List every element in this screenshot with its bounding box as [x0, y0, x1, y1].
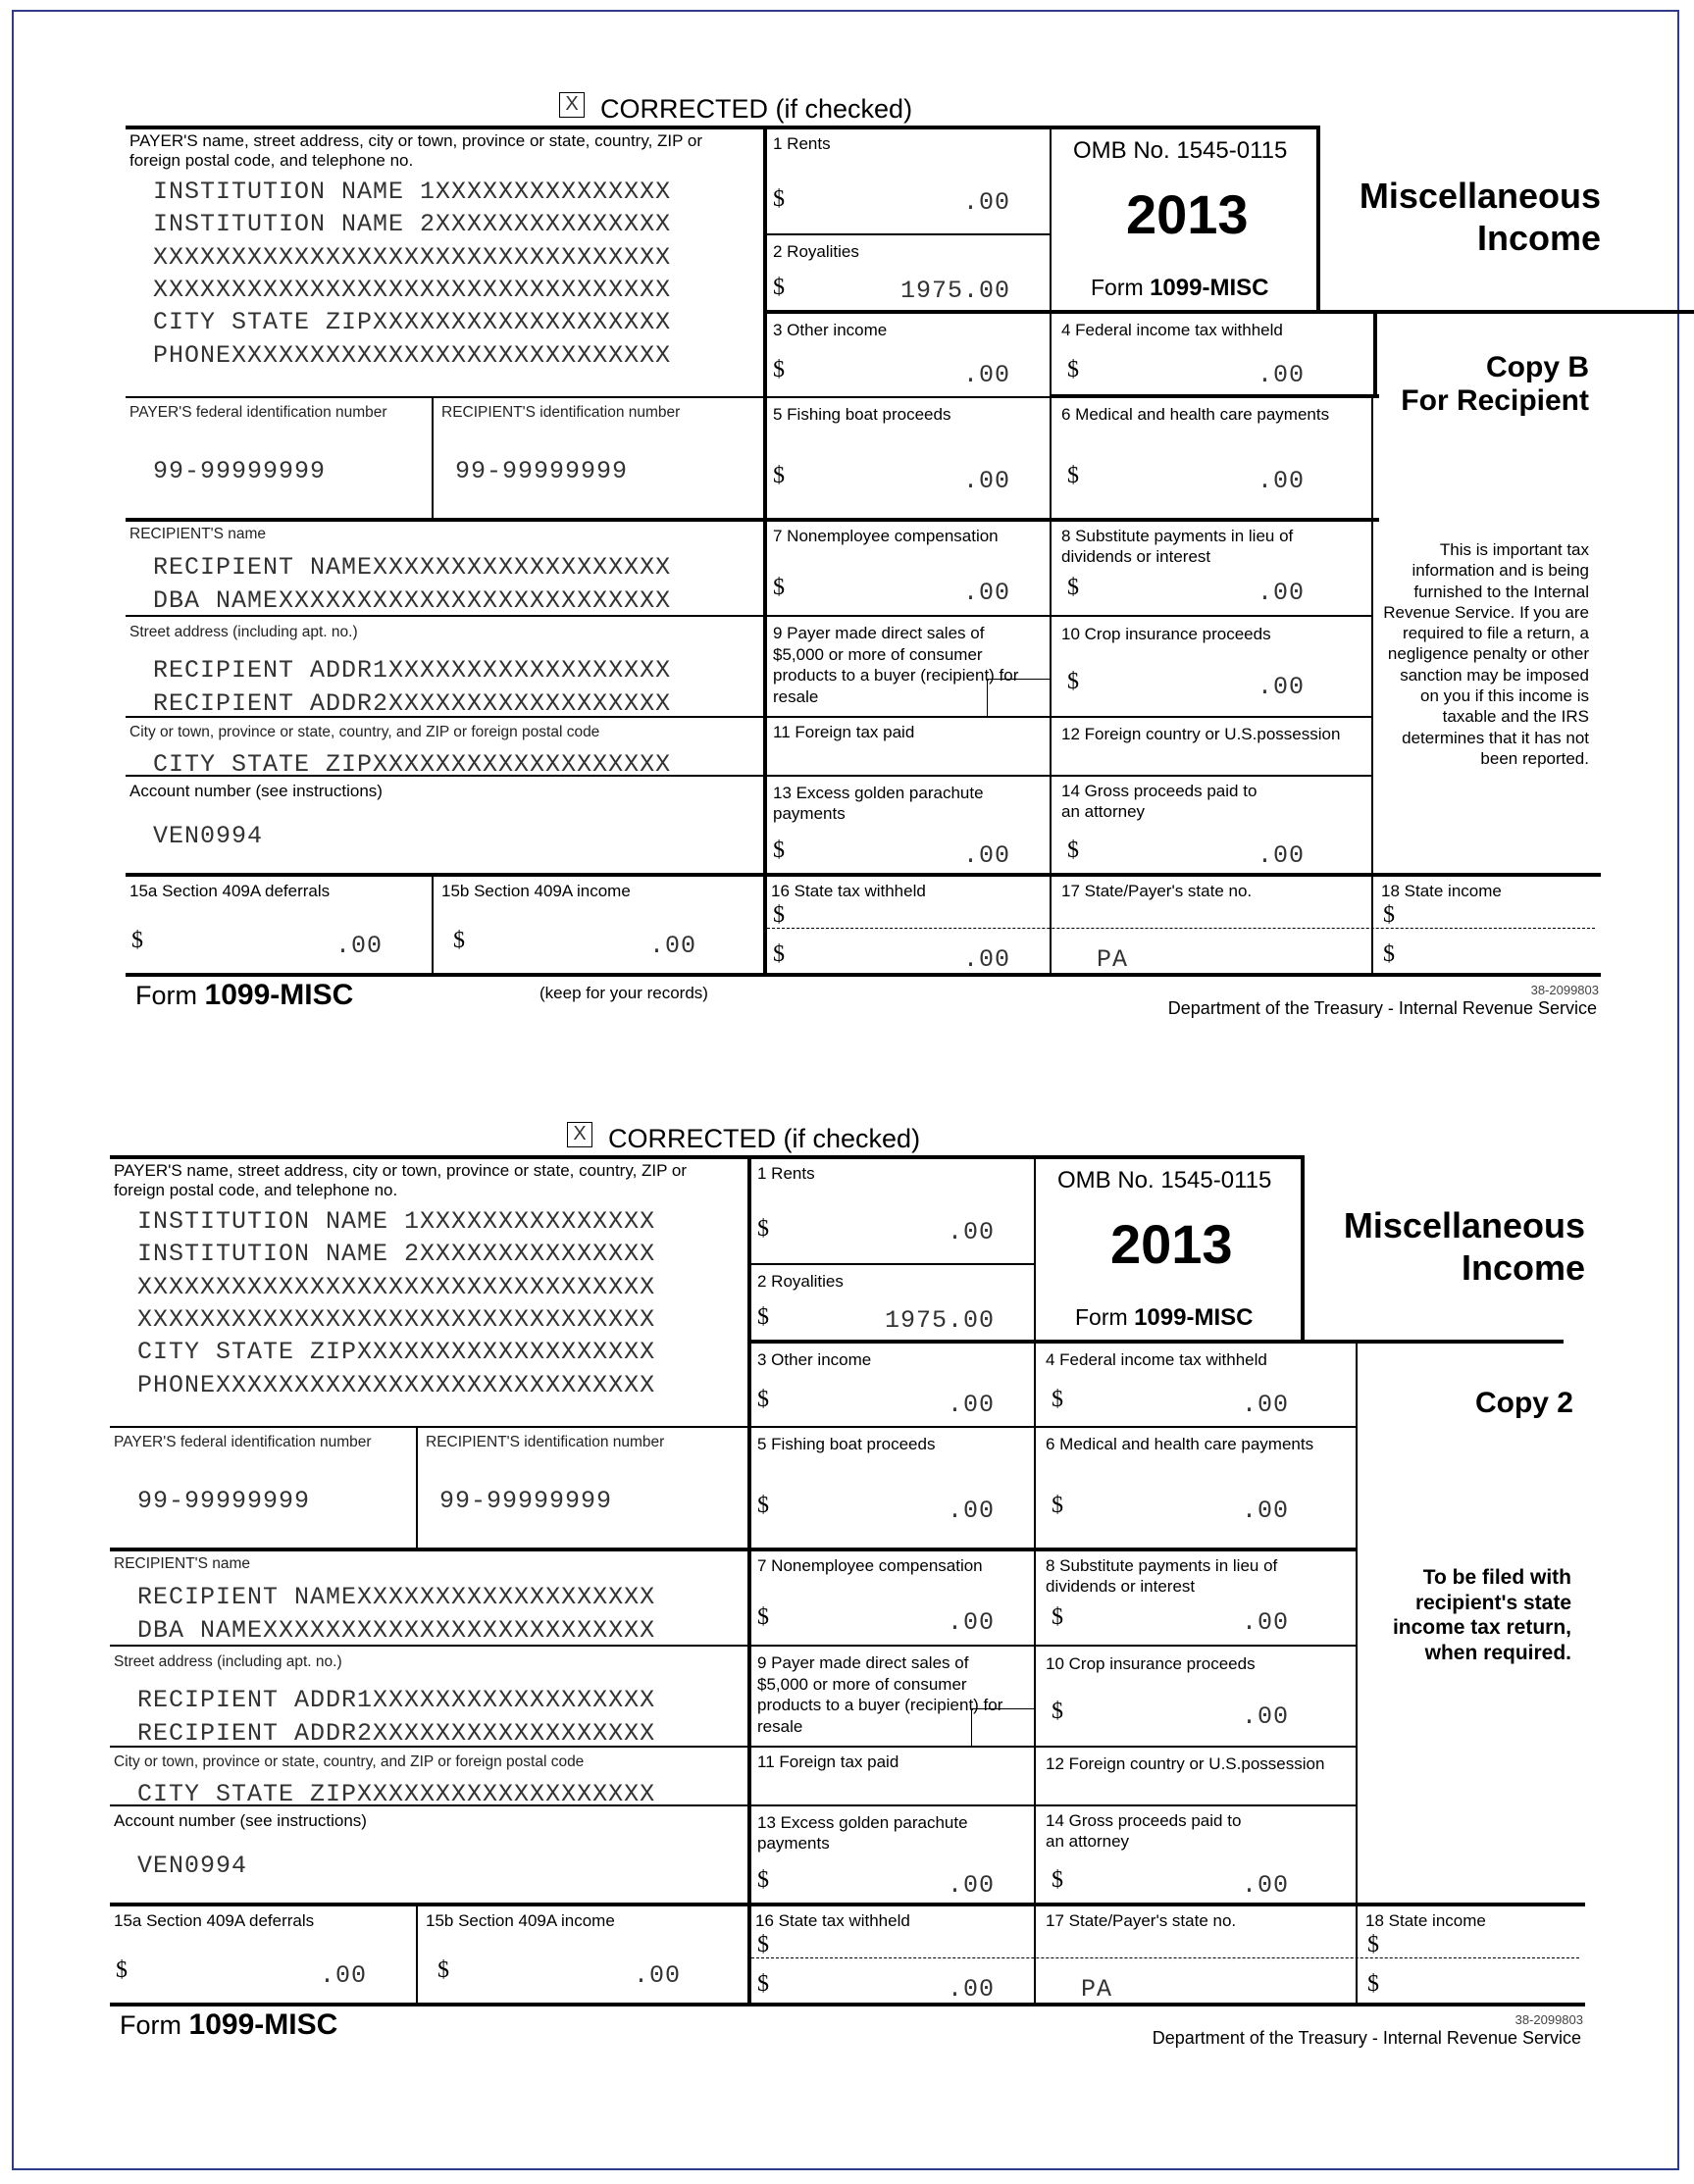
- box10-dollar: $: [1067, 669, 1079, 694]
- payer-line-2: INSTITUTION NAME 2XXXXXXXXXXXXXXX: [137, 1240, 656, 1268]
- box15a-label: 15a Section 409A deferrals: [114, 1911, 315, 1930]
- payer-line-5: CITY STATE ZIPXXXXXXXXXXXXXXXXXXX: [137, 1338, 656, 1366]
- form-prefix: Form: [1075, 1304, 1128, 1330]
- corrected-mark: X: [573, 1123, 587, 1144]
- box9-label: 9 Payer made direct sales of $5,000 or more of consumer products to a buyer (recipient) for resale: [757, 1653, 1003, 1736]
- box10-value: .00: [1241, 1702, 1289, 1731]
- box15b-dollar: $: [453, 928, 465, 953]
- street-label: Street address (including apt. no.): [129, 624, 358, 640]
- rule: [432, 396, 434, 518]
- box18-dollar-2: $: [1383, 941, 1395, 967]
- box14-dollar: $: [1067, 838, 1079, 863]
- box17-value: PA: [1097, 945, 1129, 974]
- payer-line-3: XXXXXXXXXXXXXXXXXXXXXXXXXXXXXXXXX: [137, 1273, 656, 1301]
- box17-label: 17 State/Payer's state no.: [1046, 1911, 1237, 1930]
- recipient-tin-label: RECIPIENT'S identification number: [426, 1434, 665, 1450]
- box18-label: 18 State income: [1381, 882, 1502, 900]
- box15a-label: 15a Section 409A deferrals: [129, 882, 331, 900]
- box14-label: 14 Gross proceeds paid to an attorney: [1061, 782, 1258, 821]
- box2-dollar: $: [757, 1304, 769, 1330]
- box4-dollar: $: [1067, 357, 1079, 382]
- account-value: VEN0994: [153, 822, 264, 850]
- box5-label: 5 Fishing boat proceeds: [773, 405, 951, 424]
- rule: [1373, 310, 1601, 312]
- box8-label: 8 Substitute payments in lieu of dividends or interest: [1061, 527, 1294, 566]
- corrected-mark: X: [565, 93, 579, 115]
- form-copy-2: [0, 1030, 1678, 2048]
- account-label: Account number (see instructions): [129, 782, 383, 800]
- box4-value: .00: [1241, 1391, 1289, 1419]
- box13-label: 13 Excess golden parachute payments: [757, 1813, 968, 1853]
- street-line-1: RECIPIENT ADDR1XXXXXXXXXXXXXXXXXX: [137, 1686, 656, 1714]
- rule: [126, 518, 1379, 522]
- payer-line-2: INSTITUTION NAME 2XXXXXXXXXXXXXXX: [153, 210, 672, 238]
- tax-year: 2013: [1126, 183, 1249, 245]
- box1-label: 1 Rents: [773, 134, 831, 153]
- title-line-1: Miscellaneous: [1343, 1205, 1585, 1245]
- box3-dollar: $: [773, 357, 785, 382]
- box11-label: 11 Foreign tax paid: [757, 1752, 899, 1771]
- box5-label: 5 Fishing boat proceeds: [757, 1435, 936, 1453]
- box17-label: 17 State/Payer's state no.: [1061, 882, 1253, 900]
- payer-line-3: XXXXXXXXXXXXXXXXXXXXXXXXXXXXXXXXX: [153, 243, 672, 272]
- tax-year: 2013: [1110, 1213, 1233, 1275]
- rule: [1034, 1155, 1036, 2005]
- box11-label: 11 Foreign tax paid: [773, 723, 915, 741]
- form-code: 1099-MISC: [1134, 1304, 1254, 1331]
- box1-value: .00: [962, 188, 1010, 217]
- omb-number: OMB No. 1545-0115: [1057, 1167, 1272, 1194]
- box1-label: 1 Rents: [757, 1164, 815, 1183]
- box7-dollar: $: [773, 575, 785, 600]
- footer-form-prefix: Form: [120, 2010, 181, 2040]
- rule: [749, 1340, 1564, 1344]
- box10-label: 10 Crop insurance proceeds: [1046, 1654, 1256, 1673]
- box15b-value: .00: [633, 1961, 681, 1990]
- form-name: [1075, 1304, 1253, 1332]
- box16-dollar-2: $: [757, 1971, 769, 1997]
- box2-value: 1975.00: [884, 1306, 995, 1335]
- corrected-checkbox[interactable]: [559, 92, 585, 118]
- corrected-checkbox[interactable]: [567, 1122, 592, 1147]
- box15a-dollar: $: [131, 928, 143, 953]
- rule: [1371, 396, 1373, 975]
- rule: [110, 1903, 1585, 1906]
- footer-form-name: [120, 2008, 337, 2042]
- box5-value: .00: [947, 1497, 995, 1525]
- box15b-value: .00: [648, 932, 696, 960]
- dashed-rule: [751, 1957, 1579, 1958]
- form-title: [1275, 175, 1601, 259]
- rule: [126, 126, 1320, 129]
- box7-label: 7 Nonemployee compensation: [757, 1556, 983, 1575]
- box8-dollar: $: [1067, 575, 1079, 600]
- box5-dollar: $: [757, 1493, 769, 1518]
- street-label: Street address (including apt. no.): [114, 1653, 342, 1670]
- box16-label: 16 State tax withheld: [755, 1911, 910, 1930]
- rule: [416, 1426, 418, 1548]
- form-copy-b: [0, 0, 1694, 1018]
- rule: [110, 1155, 1305, 1159]
- box14-label: 14 Gross proceeds paid to an attorney: [1046, 1811, 1242, 1851]
- payer-line-6: PHONEXXXXXXXXXXXXXXXXXXXXXXXXXXXX: [137, 1371, 656, 1399]
- box9-label: 9 Payer made direct sales of $5,000 or more of consumer products to a buyer (recipient) for resale: [773, 624, 1019, 706]
- form-title: [1259, 1204, 1585, 1289]
- box16-label: 16 State tax withheld: [771, 882, 926, 900]
- rule: [763, 126, 767, 975]
- rule: [416, 1903, 418, 2003]
- account-value: VEN0994: [137, 1852, 248, 1880]
- rule: [1373, 310, 1377, 396]
- box12-label: 12 Foreign country or U.S.possession: [1046, 1754, 1325, 1773]
- city-label: City or town, province or state, country, and ZIP or foreign postal code: [114, 1753, 585, 1770]
- box18-dollar-1: $: [1383, 902, 1395, 928]
- form-code: 1099-MISC: [1150, 275, 1269, 301]
- box14-value: .00: [1257, 841, 1305, 870]
- catalog-number: 38-2099803: [1514, 2012, 1583, 2027]
- rule: [749, 1263, 1036, 1265]
- box2-value: 1975.00: [899, 277, 1010, 305]
- box5-value: .00: [962, 467, 1010, 495]
- box3-dollar: $: [757, 1387, 769, 1412]
- recipient-name-line-1: RECIPIENT NAMEXXXXXXXXXXXXXXXXXXX: [153, 553, 672, 582]
- city-label: City or town, province or state, country, and ZIP or foreign postal code: [129, 724, 600, 740]
- account-label: Account number (see instructions): [114, 1811, 367, 1830]
- box16-value: .00: [947, 1975, 995, 2004]
- payer-label: PAYER'S name, street address, city or town, province or state, country, ZIP or foreign postal code, and telephone no.: [114, 1161, 688, 1199]
- box9-checkbox[interactable]: [971, 1708, 1034, 1746]
- rule: [1356, 1340, 1358, 2005]
- department-line: Department of the Treasury - Internal Revenue Service: [1152, 2028, 1581, 2048]
- box6-label: 6 Medical and health care payments: [1061, 405, 1330, 424]
- payer-tin-label: PAYER'S federal identification number: [129, 404, 387, 421]
- payer-label: PAYER'S name, street address, city or town, province or state, country, ZIP or foreign postal code, and telephone no.: [129, 131, 703, 170]
- box7-value: .00: [947, 1608, 995, 1637]
- box2-label: 2 Royalities: [773, 242, 859, 261]
- box16-dollar-1: $: [773, 902, 785, 928]
- box6-dollar: $: [1067, 463, 1079, 488]
- corrected-label: CORRECTED (if checked): [608, 1124, 921, 1153]
- copy-title: Copy 2: [1474, 1387, 1573, 1419]
- dashed-rule: [767, 928, 1595, 929]
- rule: [110, 1426, 1358, 1428]
- box3-label: 3 Other income: [773, 321, 888, 339]
- box10-label: 10 Crop insurance proceeds: [1061, 625, 1271, 643]
- box15a-value: .00: [334, 932, 383, 960]
- box6-label: 6 Medical and health care payments: [1046, 1435, 1314, 1453]
- box6-value: .00: [1257, 467, 1305, 495]
- payer-line-4: XXXXXXXXXXXXXXXXXXXXXXXXXXXXXXXXX: [137, 1305, 656, 1334]
- city-value: CITY STATE ZIPXXXXXXXXXXXXXXXXXXX: [153, 750, 672, 779]
- recipient-tin-value: 99-99999999: [455, 457, 629, 485]
- box12-label: 12 Foreign country or U.S.possession: [1061, 725, 1341, 743]
- box14-dollar: $: [1052, 1867, 1063, 1893]
- filing-notice: To be filed with recipient's state income tax return, when required.: [1392, 1566, 1571, 1664]
- street-line-1: RECIPIENT ADDR1XXXXXXXXXXXXXXXXXX: [153, 656, 672, 685]
- corrected-label: CORRECTED (if checked): [600, 94, 913, 124]
- box4-value: .00: [1257, 361, 1305, 389]
- box13-label: 13 Excess golden parachute payments: [773, 784, 984, 823]
- payer-line-6: PHONEXXXXXXXXXXXXXXXXXXXXXXXXXXXX: [153, 341, 672, 370]
- box13-dollar: $: [757, 1867, 769, 1893]
- box3-label: 3 Other income: [757, 1350, 872, 1369]
- copy-title-line-2: For Recipient: [1401, 384, 1589, 417]
- box4-dollar: $: [1052, 1387, 1063, 1412]
- box17-value: PA: [1081, 1975, 1113, 2004]
- footer-form-name: [135, 979, 353, 1012]
- box16-dollar-2: $: [773, 941, 785, 967]
- recipient-tin-value: 99-99999999: [439, 1487, 613, 1515]
- box18-label: 18 State income: [1365, 1911, 1486, 1930]
- box18-dollar-1: $: [1367, 1932, 1379, 1957]
- payer-line-4: XXXXXXXXXXXXXXXXXXXXXXXXXXXXXXXXX: [153, 276, 672, 304]
- rule: [747, 1155, 751, 2005]
- box15b-label: 15b Section 409A income: [441, 882, 631, 900]
- payer-line-5: CITY STATE ZIPXXXXXXXXXXXXXXXXXXX: [153, 308, 672, 336]
- copy-title: [1393, 351, 1589, 418]
- recipient-tin-label: RECIPIENT'S identification number: [441, 404, 681, 421]
- recipient-name-label: RECIPIENT'S name: [129, 526, 267, 542]
- form-name: [1091, 275, 1268, 302]
- title-line-2: Income: [1476, 218, 1601, 258]
- box4-label: 4 Federal income tax withheld: [1061, 321, 1283, 339]
- box1-value: .00: [947, 1218, 995, 1246]
- box1-dollar: $: [757, 1216, 769, 1242]
- box15b-dollar: $: [437, 1957, 449, 1983]
- box16-dollar-1: $: [757, 1932, 769, 1957]
- important-notice: This is important tax information and is being furnished to the Internal Revenue Service. If you are required to file a return, a negligence penalty or other sanction may be imposed on you if this income is taxable and the IRS determines that it has not been reported.: [1383, 540, 1589, 768]
- rule: [126, 615, 1373, 617]
- box8-value: .00: [1257, 579, 1305, 607]
- box15a-dollar: $: [116, 1957, 128, 1983]
- box4-label: 4 Federal income tax withheld: [1046, 1350, 1267, 1369]
- box5-dollar: $: [773, 463, 785, 488]
- box7-dollar: $: [757, 1604, 769, 1630]
- payer-line-1: INSTITUTION NAME 1XXXXXXXXXXXXXXX: [153, 178, 672, 206]
- keep-note: (keep for your records): [539, 984, 708, 1002]
- omb-number: OMB No. 1545-0115: [1073, 137, 1288, 164]
- payer-line-1: INSTITUTION NAME 1XXXXXXXXXXXXXXX: [137, 1207, 656, 1236]
- box3-value: .00: [947, 1391, 995, 1419]
- box8-label: 8 Substitute payments in lieu of dividends or interest: [1046, 1556, 1278, 1596]
- form-prefix: Form: [1091, 275, 1144, 300]
- recipient-name-line-1: RECIPIENT NAMEXXXXXXXXXXXXXXXXXXX: [137, 1583, 656, 1611]
- footer-form-code: 1099-MISC: [204, 979, 354, 1011]
- footer-form-code: 1099-MISC: [188, 2008, 338, 2041]
- title-line-2: Income: [1461, 1247, 1585, 1288]
- box7-value: .00: [962, 579, 1010, 607]
- box7-label: 7 Nonemployee compensation: [773, 527, 999, 545]
- rule: [765, 233, 1052, 235]
- box18-dollar-2: $: [1367, 1971, 1379, 1997]
- box2-label: 2 Royalities: [757, 1272, 844, 1291]
- box2-dollar: $: [773, 275, 785, 300]
- rule: [126, 873, 1601, 877]
- rule: [432, 873, 434, 973]
- box14-value: .00: [1241, 1871, 1289, 1900]
- rule: [110, 1548, 1358, 1551]
- rule: [110, 1645, 1358, 1647]
- rule: [126, 396, 765, 398]
- box13-dollar: $: [773, 838, 785, 863]
- box16-value: .00: [962, 945, 1010, 974]
- box15a-value: .00: [319, 1961, 367, 1990]
- box15b-label: 15b Section 409A income: [426, 1911, 615, 1930]
- recipient-name-label: RECIPIENT'S name: [114, 1555, 251, 1572]
- payer-tin-value: 99-99999999: [153, 457, 327, 485]
- box9-checkbox[interactable]: [987, 679, 1050, 716]
- recipient-name-line-2: DBA NAMEXXXXXXXXXXXXXXXXXXXXXXXXX: [153, 586, 672, 615]
- street-line-2: RECIPIENT ADDR2XXXXXXXXXXXXXXXXXX: [137, 1719, 656, 1748]
- rule: [1050, 126, 1052, 975]
- box13-value: .00: [962, 841, 1010, 870]
- rule: [765, 396, 1373, 398]
- street-line-2: RECIPIENT ADDR2XXXXXXXXXXXXXXXXXX: [153, 689, 672, 718]
- copy-title-line-1: Copy B: [1486, 351, 1589, 383]
- payer-tin-label: PAYER'S federal identification number: [114, 1434, 372, 1450]
- recipient-name-line-2: DBA NAMEXXXXXXXXXXXXXXXXXXXXXXXXX: [137, 1616, 656, 1645]
- box8-dollar: $: [1052, 1604, 1063, 1630]
- department-line: Department of the Treasury - Internal Revenue Service: [1167, 998, 1597, 1018]
- box10-dollar: $: [1052, 1699, 1063, 1724]
- box10-value: .00: [1257, 673, 1305, 701]
- box13-value: .00: [947, 1871, 995, 1900]
- box6-dollar: $: [1052, 1493, 1063, 1518]
- city-value: CITY STATE ZIPXXXXXXXXXXXXXXXXXXX: [137, 1780, 656, 1808]
- footer-form-prefix: Form: [135, 981, 197, 1010]
- box6-value: .00: [1241, 1497, 1289, 1525]
- box8-value: .00: [1241, 1608, 1289, 1637]
- box1-dollar: $: [773, 186, 785, 212]
- catalog-number: 38-2099803: [1530, 983, 1599, 997]
- title-line-1: Miscellaneous: [1359, 176, 1601, 216]
- box3-value: .00: [962, 361, 1010, 389]
- payer-tin-value: 99-99999999: [137, 1487, 311, 1515]
